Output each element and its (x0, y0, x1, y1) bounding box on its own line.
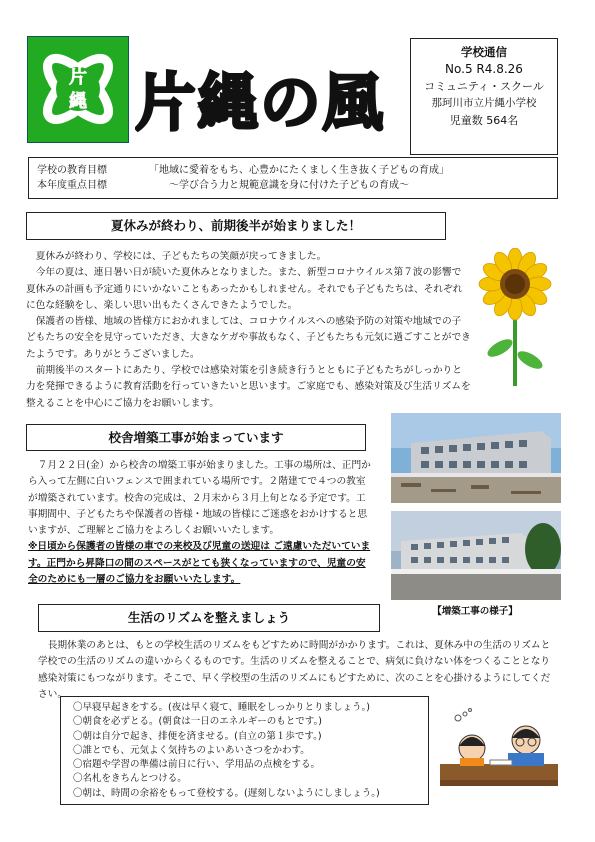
sunflower-illustration (470, 248, 560, 388)
list-item: 〇誰とでも、元気よく気持ちのよいあいさつをかわす。 (73, 744, 310, 756)
section-body-rhythm: 長期休業のあとは、もとの学校生活のリズムをもどすために時間がかかります。これは、夏休み中の生活のリズムと学校での生活のリズムの違いからくるものです。生活のリズムを整えることで、病気に負けない体をつくることとなり感染対策にもつながります。そこで、早く学校型の生活のリズムにもどすために、次のことを心掛けるようにしてください。 (38, 640, 551, 700)
list-item: 〇朝は自分で起き、排便を済ませる。(自立の第１歩です。) (73, 730, 322, 742)
notice-text: ※日頃から保護者の皆様の車での来校及び児童の送迎は ご遠慮いただいています。正門から昇降口の間のスペースがとても狭くなっていますので、児童の安全のためにも一層のご協力をお願いいたします。 (28, 541, 371, 586)
kids-at-desk-icon (440, 708, 558, 793)
section-body-construction (28, 458, 373, 588)
section-body-summer (26, 249, 471, 412)
habits-list (60, 696, 429, 805)
info-school: 那珂川市立片縄小学校 (431, 97, 537, 109)
goal-text-1: 「地域に愛着をもち、心豊かにたくましく生き抜く子どもの育成」 (149, 165, 449, 176)
logo-char-1: 片 (69, 67, 87, 88)
sunflower-icon (470, 248, 560, 388)
list-item: 〇朝食を必ずとる。(朝食は一日のエネルギーのもとです。) (73, 716, 322, 728)
section-heading-summer: 夏休みが終わり、前期後半が始まりました！ (26, 212, 446, 240)
section-heading-rhythm: 生活のリズムを整えましょう (38, 604, 380, 632)
photo-caption: 【増築工事の様子】 (432, 606, 518, 617)
school-goals-box (28, 157, 558, 199)
paragraph: 今年の夏は、連日暑い日が続いた夏休みとなりました。また、新型コロナウイルス第７波の影響で夏休みの計画も予定通りにいかないこともあったかもしれません。それでも子どもたちは、それぞれに色な経験をし、楽しい思い出もたくさんできたようでした。 (26, 267, 463, 311)
paragraph: 夏休みが終わり、学校には、子どもたちの笑顔が戻ってきました。 (35, 251, 327, 262)
goal-label-1: 学校の教育目標 (37, 165, 107, 176)
goal-text-2: 〜学び合う力と規範意識を身に付けた子どもの育成〜 (169, 180, 409, 191)
children-illustration (440, 708, 558, 793)
goal-label-2: 本年度重点目標 (37, 180, 107, 191)
paragraph: ７月２２日(金）から校舎の増築工事が始まりました。工事の場所は、正門から入って左側に白いフェンスで囲まれている場所です。２階建てで４つの教室が増築されています。校舎の完成は、２月末から３月上旬となる予定です。工事期間中、子どもたちや保護者の皆様・地域の皆様にご迷惑をおかけすると思いますが、ご理解とご協力をよろしくお願いいたします。 (28, 460, 371, 537)
section-heading-construction: 校舎増築工事が始まっています (26, 424, 366, 451)
school-logo (27, 36, 129, 143)
construction-photo-1 (391, 413, 561, 503)
paragraph: 前期後半のスタートにあたり、学校では感染対策を引き続き行うとともに子どもたちがしっかりと力を発揮できるように教育活動を行っていきたいと思います。ご家庭でも、感染対策及び生活リズムを整えることを中心にご協力をお願いします。 (26, 365, 471, 409)
info-students: 児童数 564名 (449, 114, 519, 127)
logo-char-2: 縄 (69, 91, 87, 112)
info-issue: No.5 R4.8.26 (445, 62, 523, 76)
list-item: 〇宿題や学習の準備は前日に行い、学用品の点検をする。 (73, 759, 321, 771)
newsletter-title (135, 62, 390, 137)
list-item: 〇名札をきちんとつける。 (73, 773, 187, 785)
title-text: 片縄の風 (135, 66, 385, 137)
construction-photo-2 (391, 511, 561, 600)
logo-emblem-icon (28, 37, 128, 142)
paragraph: 保護者の皆様、地域の皆様方におかれましては、コロナウイルスへの感染予防の対策や地域での子どもたちの安全を見守っていただき、大きなケガや事故もなく、子どもたちも元気に過ごすことができたようです。ありがとうございました。 (26, 316, 471, 360)
issue-info-box (410, 38, 558, 155)
info-label: 学校通信 (461, 45, 507, 59)
info-type: コミュニティ・スクール (424, 80, 544, 93)
list-item: 〇早寝早起きをする。(夜は早く寝て、睡眠をしっかりとりましょう。) (73, 702, 370, 713)
list-item: 〇朝は、時間の余裕をもって登校する。(遅刻しないようにしましょう。) (73, 787, 380, 799)
